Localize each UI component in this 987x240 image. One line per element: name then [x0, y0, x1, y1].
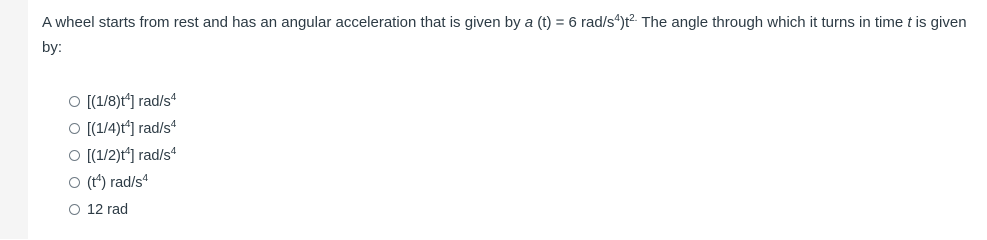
radio-button[interactable]	[69, 150, 80, 161]
radio-button[interactable]	[69, 204, 80, 215]
question-part: )t	[619, 14, 630, 31]
answer-option-1[interactable]	[69, 88, 176, 115]
answer-option-3[interactable]	[69, 142, 176, 169]
question-text	[42, 10, 977, 60]
question-superscript: 4	[614, 13, 620, 24]
radio-button[interactable]	[69, 177, 80, 188]
question-part: is given by:	[42, 14, 967, 56]
answer-label: 12 rad	[87, 201, 129, 218]
answer-option-2[interactable]	[69, 115, 176, 142]
answer-option-4[interactable]	[69, 169, 176, 196]
question-variable: t	[907, 14, 912, 31]
left-gutter	[0, 0, 28, 239]
question-superscript: 2.	[629, 13, 638, 24]
answer-label: $[(1/2)t^4]$ rad/$s^4$	[87, 145, 177, 164]
radio-button[interactable]	[69, 96, 80, 107]
answer-option-5[interactable]	[69, 196, 176, 223]
answer-label: $[(1/8)t^4]$ rad/$s^4$	[87, 91, 177, 110]
answer-label: $(t^4)$ rad/$s^4$	[87, 172, 149, 191]
answer-list	[69, 88, 176, 223]
radio-button[interactable]	[69, 123, 80, 134]
question-part: The angle through which it turns in time	[637, 14, 908, 31]
question-part: (t) = 6 rad/s	[533, 14, 615, 31]
answer-label: $[(1/4)t^4]$ rad/$s^4$	[87, 118, 177, 137]
question-part: A wheel starts from rest and has an angular acceleration that is given by	[42, 14, 525, 31]
question-variable: a	[524, 14, 534, 31]
